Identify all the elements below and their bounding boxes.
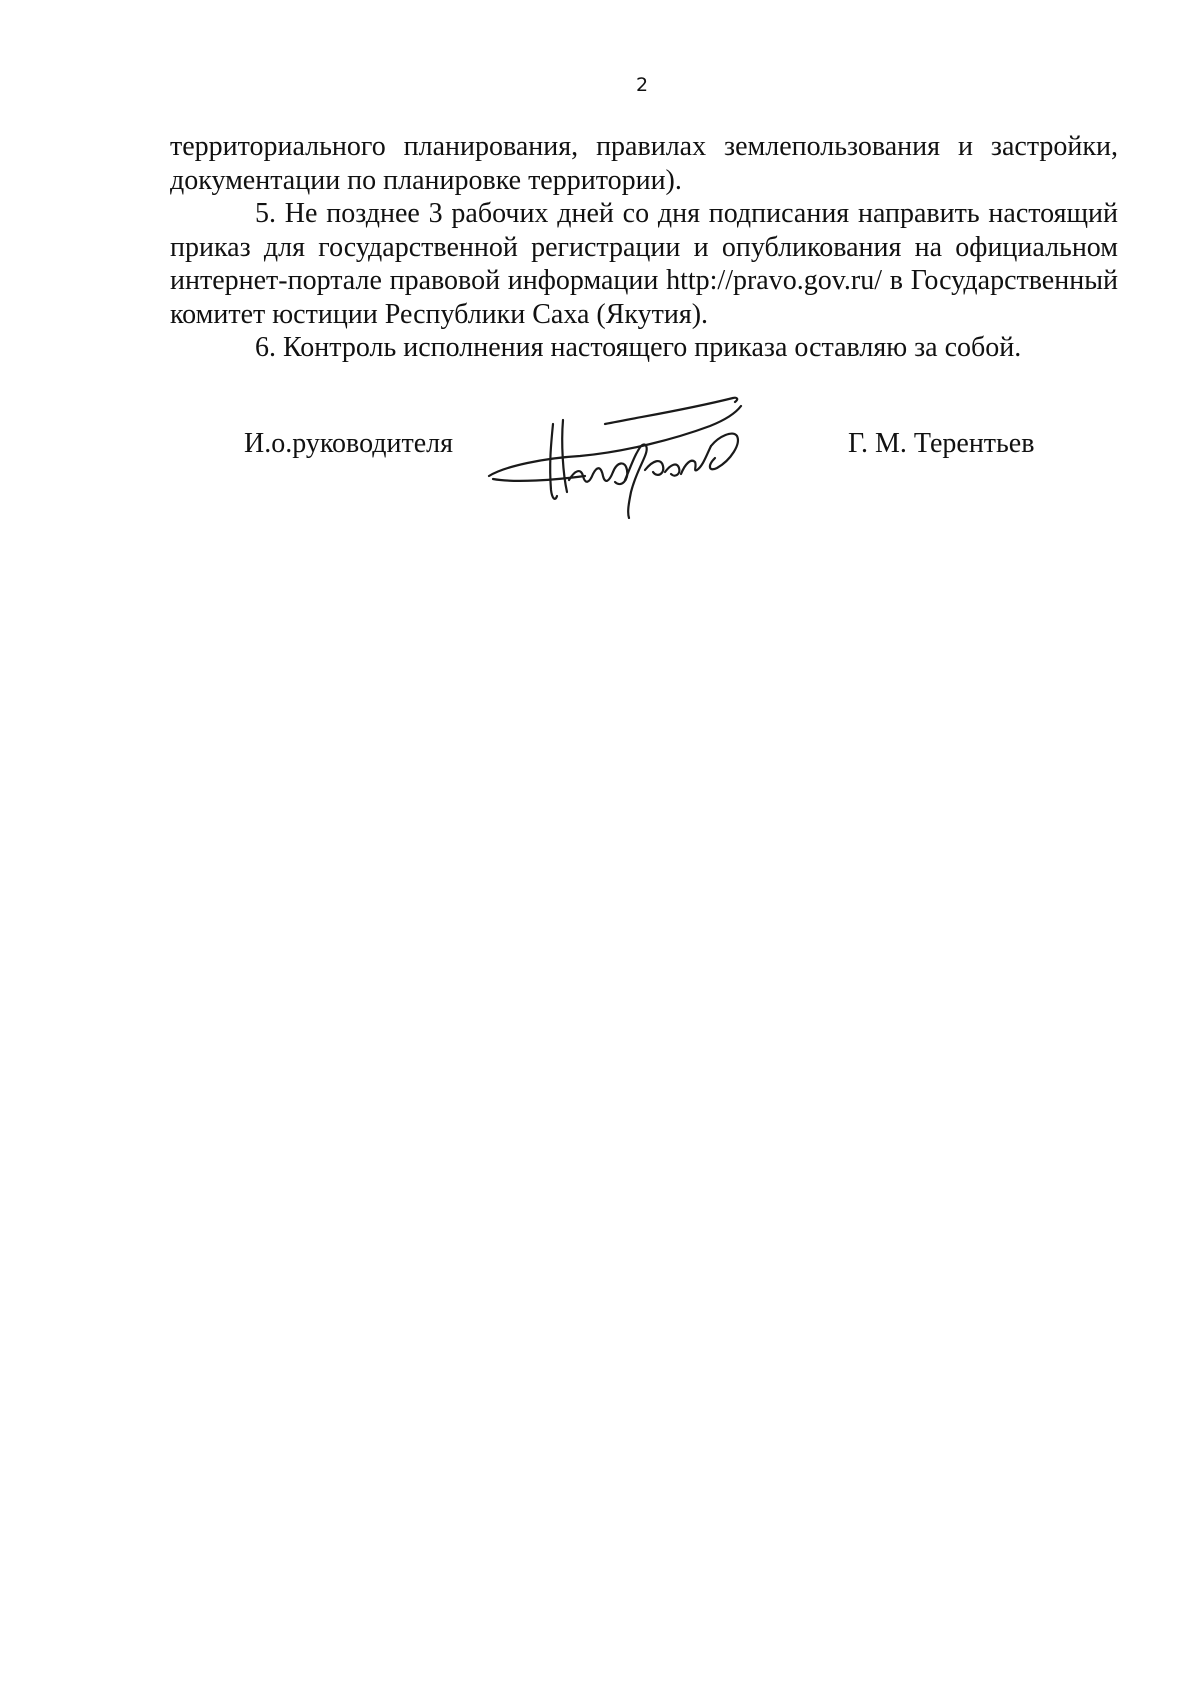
paragraph-continuation: территориального планирования, правилах землепользования и застройки, документации по планировке территории). xyxy=(170,131,1118,196)
signatory-name: Г. М. Терентьев xyxy=(848,428,1035,459)
paragraph-item-6: 6. Контроль исполнения настоящего приказа оставляю за собой. xyxy=(255,332,1022,363)
signature-block xyxy=(0,424,1200,514)
signatory-title: И.о.руководителя xyxy=(244,428,454,459)
page-number: 2 xyxy=(635,74,649,96)
handwritten-signature xyxy=(485,384,755,519)
paragraph-item-5: 5. Не позднее 3 рабочих дней со дня подписания направить настоящий приказ для государственной регистрации и опубликования на официальном интернет-портале правовой информации http://pravo.gov.ru/ в Государственный комитет юстиции Республики Саха (Якутия). xyxy=(170,198,1118,330)
document-body xyxy=(170,130,1118,365)
